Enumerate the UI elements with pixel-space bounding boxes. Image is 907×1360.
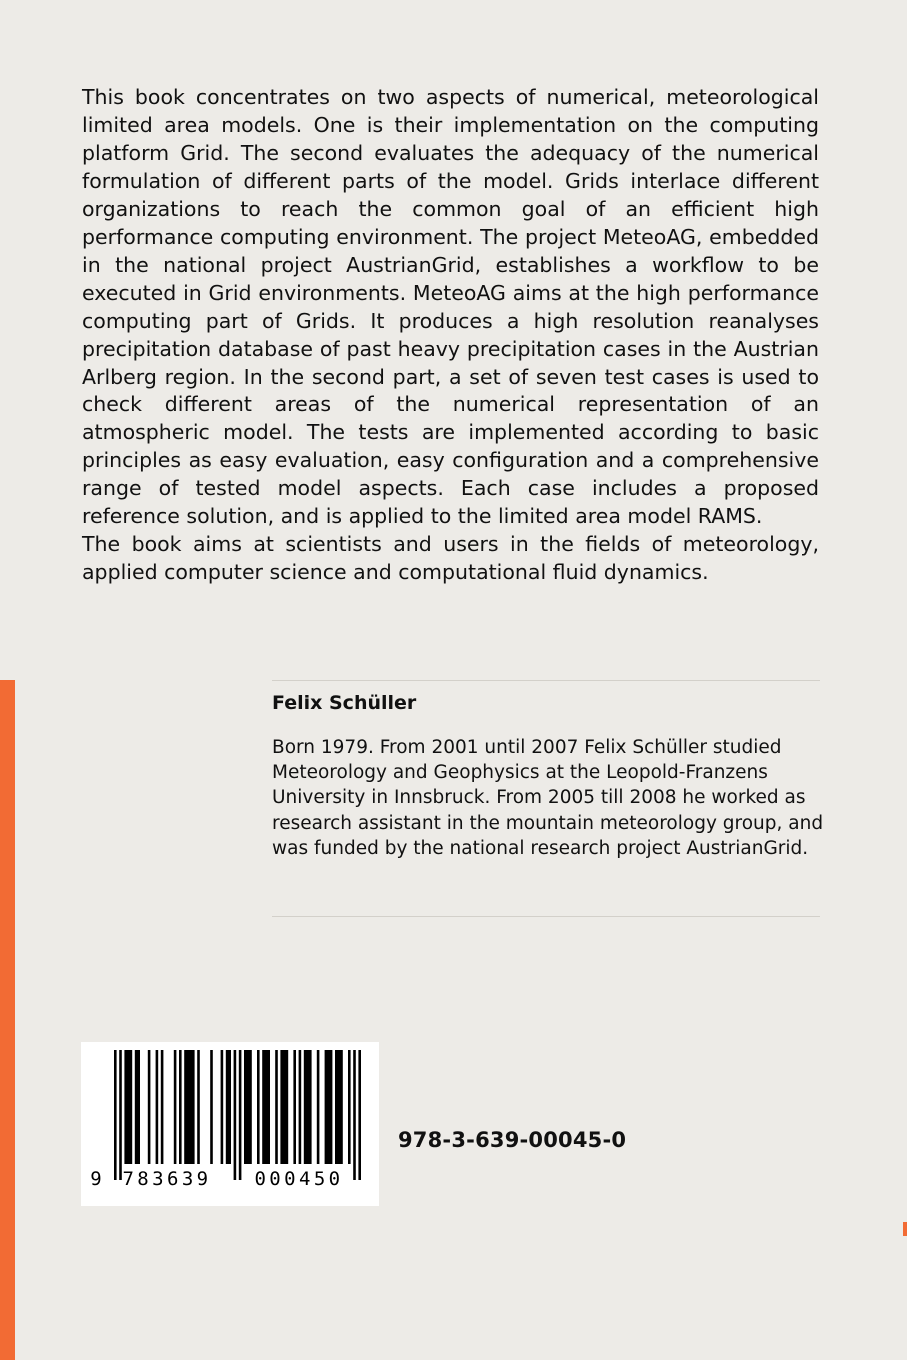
author-top-divider xyxy=(272,680,820,681)
barcode-bar xyxy=(184,1050,194,1164)
barcode-digits-left: 783639 xyxy=(122,1168,212,1190)
barcode-bar xyxy=(275,1050,278,1164)
barcode-bar xyxy=(174,1050,177,1164)
author-bottom-divider xyxy=(272,916,820,917)
barcode-graphic xyxy=(81,1042,379,1206)
barcode-bar xyxy=(148,1050,151,1164)
barcode-bar xyxy=(197,1050,200,1164)
barcode-bar xyxy=(293,1050,296,1164)
orange-edge-bar xyxy=(0,680,15,1360)
barcode-bar xyxy=(226,1050,231,1164)
barcode-bars xyxy=(114,1050,361,1180)
barcode-bar xyxy=(317,1050,320,1164)
barcode-bar xyxy=(135,1050,140,1164)
isbn-number: 978-3-639-00045-0 xyxy=(398,1128,627,1152)
barcode-bar xyxy=(335,1050,343,1164)
barcode-bar xyxy=(244,1050,252,1164)
barcode-bar xyxy=(348,1050,351,1164)
barcode-guard-bar xyxy=(358,1050,361,1180)
barcode-bar xyxy=(262,1050,270,1164)
barcode-guard-bar xyxy=(239,1050,242,1180)
isbn-barcode xyxy=(81,1042,379,1206)
barcode-guard-bar xyxy=(234,1050,237,1180)
barcode-guard-bar xyxy=(114,1050,117,1180)
description-paragraph-1: This book concentrates on two aspects of numerical, meteorological limited area models. One is their implementation on the computing platform Grid. The second evaluates the adequacy of the numerical formulation of different parts of the model. Grids interlace different organizations to reach the common goal of an efficient high performance computing environment. The project MeteoAG, embedded in the national project AustrianGrid, establishes a workflow to be executed in Grid environments. MeteoAG aims at the high performance computing part of Grids. It produces a high resolution reanalyses precipitation database of past heavy precipitation cases in the Austrian Arlberg region. In the second part, a set of seven test cases is used to check different areas of the numerical representation of an atmospheric model. The tests are implemented according to basic principles as easy evaluation, easy configuration and a comprehensive range of tested model aspects. Each case includes a proposed reference solution, and is applied to the limited area model RAMS. xyxy=(82,85,819,529)
barcode-bar xyxy=(124,1050,132,1164)
barcode-guard-bar xyxy=(119,1050,122,1180)
barcode-bar xyxy=(299,1050,302,1164)
barcode-bar xyxy=(221,1050,224,1164)
barcode-bar xyxy=(325,1050,333,1164)
barcode-bar xyxy=(280,1050,288,1164)
description-paragraph-2: The book aims at scientists and users in the fields of meteorology, applied computer science and computational fluid dynamics. xyxy=(82,532,819,585)
author-name: Felix Schüller xyxy=(272,692,417,714)
barcode-bar xyxy=(156,1050,159,1164)
book-description xyxy=(82,84,819,587)
orange-edge-mark xyxy=(903,1222,907,1236)
barcode-bar xyxy=(161,1050,164,1164)
barcode-guard-bar xyxy=(353,1050,356,1180)
barcode-bar xyxy=(210,1050,213,1164)
barcode-digit-lead: 9 xyxy=(90,1168,102,1190)
barcode-bar xyxy=(257,1050,260,1164)
barcode-bar xyxy=(179,1050,182,1164)
author-bio xyxy=(272,735,828,861)
barcode-digits-right: 000450 xyxy=(254,1168,344,1190)
author-bio-text: Born 1979. From 2001 until 2007 Felix Schüller studied Meteorology and Geophysics at the Leopold-Franzens University in Innsbruck. From 2005 till 2008 he worked as research assistant in the mountain meteorology group, and was funded by the national research project AustrianGrid. xyxy=(272,737,824,859)
barcode-bar xyxy=(304,1050,312,1164)
